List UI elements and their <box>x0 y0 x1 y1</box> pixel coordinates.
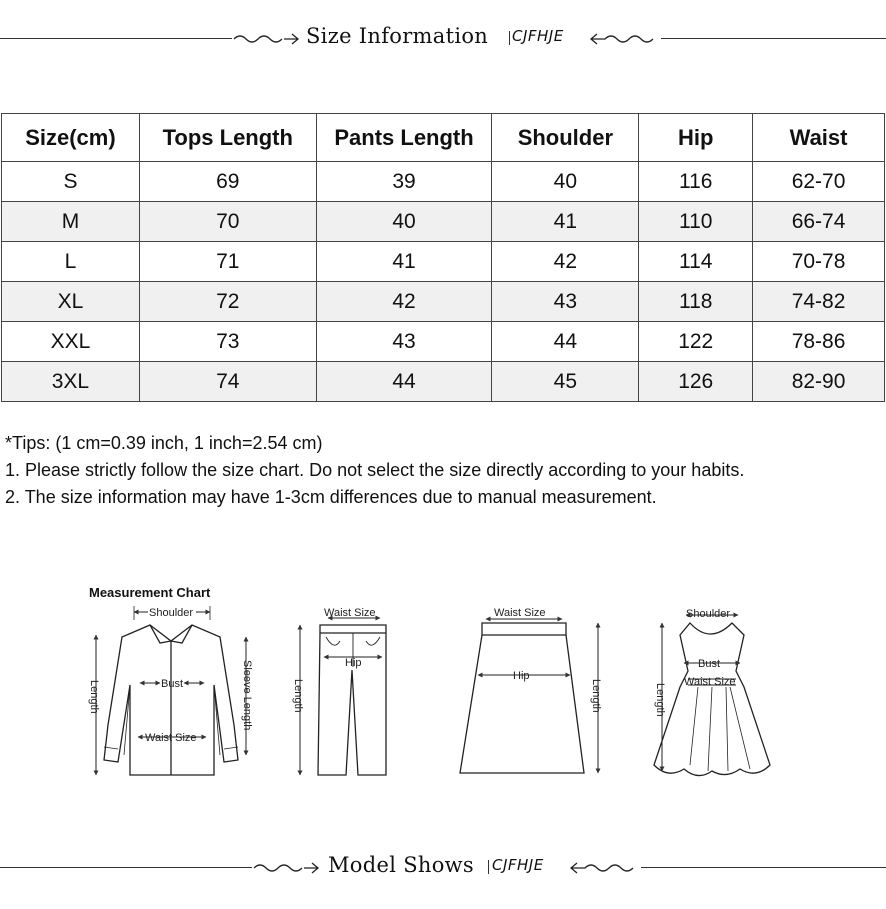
table-cell: 82-90 <box>753 362 885 402</box>
table-cell: 41 <box>316 242 492 282</box>
divider-line <box>641 867 886 868</box>
shirt-bust-label: Bust <box>161 678 184 690</box>
table-cell: 71 <box>139 242 316 282</box>
shirt-length-label: Length <box>88 680 100 714</box>
dress-bust-label: Bust <box>698 658 721 670</box>
table-cell: 110 <box>639 202 753 242</box>
dress-diagram <box>654 615 770 776</box>
brand-label: CJFHJE <box>492 856 544 874</box>
model-shows-banner <box>0 853 886 883</box>
table-cell: 43 <box>492 282 639 322</box>
table-cell: 70 <box>139 202 316 242</box>
table-cell: XXL <box>2 322 140 362</box>
table-cell: 3XL <box>2 362 140 402</box>
skirt-diagram <box>460 619 598 773</box>
pants-length-label: Length <box>292 679 304 713</box>
table-cell: S <box>2 162 140 202</box>
skirt-length-label: Length <box>590 679 602 713</box>
table-row <box>2 242 885 282</box>
shirt-waist-label: Waist Size <box>145 732 197 744</box>
note-item: 1. Please strictly follow the size chart. Do not select the size directly according to your habits. <box>5 460 745 480</box>
size-info-banner <box>0 24 886 54</box>
table-cell: 42 <box>492 242 639 282</box>
table-cell: 78-86 <box>753 322 885 362</box>
table-cell: 72 <box>139 282 316 322</box>
col-header-hip: Hip <box>639 114 753 162</box>
table-header-row <box>2 114 885 162</box>
table-row <box>2 362 885 402</box>
section-title: Model Shows <box>328 853 475 877</box>
table-row <box>2 162 885 202</box>
table-cell: 42 <box>316 282 492 322</box>
measurement-chart <box>0 575 886 800</box>
divider-line <box>0 38 232 39</box>
table-cell: 44 <box>316 362 492 402</box>
table-cell: 126 <box>639 362 753 402</box>
table-cell: 116 <box>639 162 753 202</box>
measurement-illustrations <box>0 575 886 800</box>
brand-bar-glyph <box>509 31 510 45</box>
table-row <box>2 202 885 242</box>
col-header-waist: Waist <box>753 114 885 162</box>
col-header-tops-length: Tops Length <box>139 114 316 162</box>
table-cell: M <box>2 202 140 242</box>
table-cell: 43 <box>316 322 492 362</box>
divider-line <box>661 38 886 39</box>
dress-waist-label: Waist Size <box>684 676 736 688</box>
shirt-shoulder-label: Shoulder <box>149 607 194 619</box>
swirl-ornament-right <box>589 30 661 48</box>
table-cell: L <box>2 242 140 282</box>
table-cell: 45 <box>492 362 639 402</box>
skirt-hip-label: Hip <box>513 670 530 682</box>
brand-label: CJFHJE <box>512 27 564 45</box>
table-cell: 74 <box>139 362 316 402</box>
table-cell: 39 <box>316 162 492 202</box>
table-cell: 69 <box>139 162 316 202</box>
table-cell: 118 <box>639 282 753 322</box>
measurement-chart-title: Measurement Chart <box>89 585 211 600</box>
tips-note: *Tips: (1 cm=0.39 inch, 1 inch=2.54 cm) <box>5 433 323 453</box>
col-header-pants-length: Pants Length <box>316 114 492 162</box>
note-item: 2. The size information may have 1-3cm differences due to manual measurement. <box>5 487 657 507</box>
table-cell: XL <box>2 282 140 322</box>
pants-diagram <box>300 618 386 775</box>
shirt-sleeve-label: Sleeve Length <box>241 660 253 731</box>
divider-line <box>0 867 252 868</box>
table-cell: 62-70 <box>753 162 885 202</box>
shirt-diagram <box>96 606 246 775</box>
col-header-shoulder: Shoulder <box>492 114 639 162</box>
table-cell: 41 <box>492 202 639 242</box>
size-table <box>1 113 885 402</box>
section-title: Size Information <box>306 24 489 48</box>
table-cell: 70-78 <box>753 242 885 282</box>
dress-shoulder-label: Shoulder <box>686 608 731 620</box>
table-cell: 74-82 <box>753 282 885 322</box>
size-notes <box>5 430 744 511</box>
table-cell: 73 <box>139 322 316 362</box>
pants-waist-label: Waist Size <box>324 607 376 619</box>
table-cell: 40 <box>316 202 492 242</box>
dress-length-label: Length <box>654 683 666 717</box>
swirl-ornament-right <box>569 859 641 877</box>
col-header-size: Size(cm) <box>2 114 140 162</box>
skirt-waist-label: Waist Size <box>494 607 546 619</box>
table-cell: 40 <box>492 162 639 202</box>
table-cell: 122 <box>639 322 753 362</box>
table-cell: 44 <box>492 322 639 362</box>
brand-bar-glyph <box>488 860 489 874</box>
table-row <box>2 282 885 322</box>
table-row <box>2 322 885 362</box>
table-cell: 66-74 <box>753 202 885 242</box>
table-cell: 114 <box>639 242 753 282</box>
swirl-ornament-left <box>232 30 302 48</box>
swirl-ornament-left <box>252 859 322 877</box>
pants-hip-label: Hip <box>345 657 362 669</box>
